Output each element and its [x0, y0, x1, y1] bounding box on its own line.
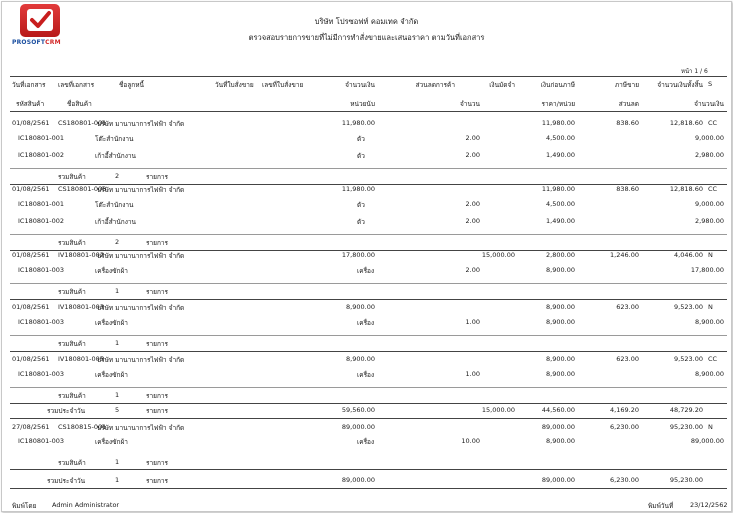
item-qty: 1.00	[465, 370, 480, 378]
summary-count: 1	[115, 458, 120, 466]
group-date: 01/08/2561	[12, 185, 50, 193]
header-doc-no: เลขที่เอกสาร	[58, 81, 95, 89]
summary-count: 2	[115, 238, 120, 246]
summary-count: 1	[115, 339, 120, 347]
daily-total-amount: 59,560.00	[341, 406, 375, 414]
item-amount: 2,980.00	[695, 151, 724, 159]
item-code: IC180801-003	[18, 266, 65, 274]
group-customer: บริษัท มานานาการไฟฟ้า จำกัด	[97, 356, 185, 364]
group-before-vat: 11,980.00	[541, 119, 575, 127]
group-vat: 838.60	[616, 185, 639, 193]
daily-total-before-vat: 44,560.00	[541, 406, 575, 414]
group-total: 4,046.00	[674, 251, 703, 259]
header-product-code: รหัสสินค้า	[16, 100, 45, 108]
item-code: IC180801-002	[18, 151, 65, 159]
item-name: เครื่องซักผ้า	[95, 267, 128, 275]
page-number: หน้า 1 / 6	[681, 68, 708, 75]
group-date: 01/08/2561	[12, 355, 50, 363]
item-unit: ตัว	[357, 218, 365, 226]
logo-text: PROSOFTCRM	[12, 39, 61, 46]
item-price: 8,900.00	[546, 437, 575, 445]
summary-label: รวมสินค้า	[58, 239, 86, 247]
header-status: S	[708, 80, 713, 88]
item-code: IC180801-002	[18, 217, 65, 225]
group-customer: บริษัท มานานาการไฟฟ้า จำกัด	[97, 120, 185, 128]
item-qty: 10.00	[461, 437, 480, 445]
group-amount: 89,000.00	[341, 423, 375, 431]
group-vat: 1,246.00	[610, 251, 639, 259]
group-total: 12,818.60	[669, 119, 703, 127]
item-unit: เครื่อง	[357, 267, 375, 275]
item-qty: 2.00	[465, 217, 480, 225]
group-customer: บริษัท มานานาการไฟฟ้า จำกัด	[97, 424, 185, 432]
item-name: เครื่องซักผ้า	[95, 438, 128, 446]
print-date: 23/12/2562	[690, 501, 728, 509]
item-amount: 8,900.00	[695, 318, 724, 326]
header-item-discount: ส่วนลด	[618, 100, 639, 108]
header-doc-date: วันที่เอกสาร	[12, 81, 46, 89]
item-qty: 2.00	[465, 134, 480, 142]
item-amount: 9,000.00	[695, 200, 724, 208]
row-divider	[10, 387, 727, 388]
group-customer: บริษัท มานานาการไฟฟ้า จำกัด	[97, 304, 185, 312]
header-so-no: เลขที่ใบสั่งขาย	[262, 81, 304, 89]
row-divider	[10, 418, 727, 419]
group-vat: 838.60	[616, 119, 639, 127]
group-date: 01/08/2561	[12, 251, 50, 259]
item-unit: ตัว	[357, 201, 365, 209]
group-vat: 6,230.00	[610, 423, 639, 431]
summary-unit: รายการ	[146, 288, 169, 296]
summary-unit: รายการ	[146, 459, 169, 467]
group-customer: บริษัท มานานาการไฟฟ้า จำกัด	[97, 186, 185, 194]
group-amount: 17,800.00	[341, 251, 375, 259]
daily-total-unit: รายการ	[146, 407, 169, 415]
header-amount: จำนวนเงิน	[345, 81, 375, 89]
daily-total-unit: รายการ	[146, 477, 169, 485]
group-date: 27/08/2561	[12, 423, 50, 431]
item-amount: 17,800.00	[690, 266, 724, 274]
printed-by-user: Admin Administrator	[52, 501, 120, 509]
summary-label: รวมสินค้า	[58, 173, 86, 181]
group-vat: 623.00	[616, 355, 639, 363]
item-amount: 89,000.00	[690, 437, 724, 445]
item-amount: 8,900.00	[695, 370, 724, 378]
item-name: โต๊ะสำนักงาน	[95, 135, 134, 143]
group-doc-no: CS180801-001	[58, 119, 107, 127]
group-amount: 11,980.00	[341, 185, 375, 193]
summary-label: รวมสินค้า	[58, 340, 86, 348]
daily-total-label: รวมประจำวัน	[47, 407, 86, 415]
header-deposit: เงินมัดจำ	[489, 81, 515, 89]
group-total: 95,230.00	[669, 423, 703, 431]
item-unit: เครื่อง	[357, 319, 375, 327]
item-price: 1,490.00	[546, 151, 575, 159]
item-price: 1,490.00	[546, 217, 575, 225]
group-status: N	[708, 303, 713, 311]
header-customer: ชื่อลูกหนี้	[119, 81, 144, 89]
item-price: 8,900.00	[546, 318, 575, 326]
item-unit: เครื่อง	[357, 438, 375, 446]
row-divider	[10, 351, 727, 352]
group-date: 01/08/2561	[12, 303, 50, 311]
row-divider	[10, 234, 727, 235]
group-doc-no: CS180801-003	[58, 185, 107, 193]
item-unit: เครื่อง	[357, 371, 375, 379]
group-doc-no: IV180801-002	[58, 251, 104, 259]
row-divider	[10, 335, 727, 336]
group-before-vat: 8,900.00	[546, 303, 575, 311]
item-unit: ตัว	[357, 152, 365, 160]
group-before-vat: 11,980.00	[541, 185, 575, 193]
item-price: 8,900.00	[546, 266, 575, 274]
header-discount: ส่วนลดการค้า	[415, 81, 455, 89]
group-status: N	[708, 251, 713, 259]
row-divider	[10, 403, 727, 404]
daily-total-count: 1	[115, 476, 120, 484]
item-qty: 2.00	[465, 151, 480, 159]
header-product-name: ชื่อสินค้า	[67, 100, 92, 108]
item-name: โต๊ะสำนักงาน	[95, 201, 134, 209]
summary-unit: รายการ	[146, 392, 169, 400]
daily-total-deposit: 15,000.00	[481, 406, 515, 414]
header-so-date: วันที่ใบสั่งขาย	[215, 81, 254, 89]
item-amount: 9,000.00	[695, 134, 724, 142]
row-divider	[10, 168, 727, 169]
header-before-vat: เงินก่อนภาษี	[540, 81, 575, 89]
group-amount: 8,900.00	[346, 355, 375, 363]
item-qty: 1.00	[465, 318, 480, 326]
item-price: 4,500.00	[546, 200, 575, 208]
header-total: จำนวนเงินทั้งสิ้น	[657, 81, 703, 89]
row-divider	[10, 299, 727, 300]
group-status: CC	[708, 355, 718, 363]
group-status: N	[708, 423, 713, 431]
summary-label: รวมสินค้า	[58, 459, 86, 467]
group-status: CC	[708, 185, 718, 193]
header-vat: ภาษีขาย	[614, 81, 639, 89]
item-code: IC180801-001	[18, 134, 65, 142]
summary-label: รวมสินค้า	[58, 288, 86, 296]
daily-total-count: 5	[115, 406, 120, 414]
item-unit: ตัว	[357, 135, 365, 143]
group-status: CC	[708, 119, 718, 127]
group-before-vat: 89,000.00	[541, 423, 575, 431]
report-title: ตรวจสอบรายการขายที่ไม่มีการทำสั่งขายและเสนอราคา ตามวันที่เอกสาร	[248, 33, 485, 42]
group-before-vat: 2,800.00	[546, 251, 575, 259]
summary-count: 1	[115, 391, 120, 399]
item-name: เครื่องซักผ้า	[95, 371, 128, 379]
item-qty: 2.00	[465, 266, 480, 274]
daily-total-vat: 6,230.00	[610, 476, 639, 484]
item-qty: 2.00	[465, 200, 480, 208]
group-customer: บริษัท มานานาการไฟฟ้า จำกัด	[97, 252, 185, 260]
item-price: 8,900.00	[546, 370, 575, 378]
group-before-vat: 8,900.00	[546, 355, 575, 363]
daily-total-total: 95,230.00	[669, 476, 703, 484]
group-doc-no: CS180815-001	[58, 423, 107, 431]
daily-total-label: รวมประจำวัน	[47, 477, 86, 485]
company-name: บริษัท โปรซอฟท์ คอมเทค จำกัด	[314, 17, 419, 26]
item-name: เก้าอี้สำนักงาน	[95, 218, 136, 226]
printed-by-label: พิมพ์โดย	[12, 502, 37, 510]
header-unit: หน่วยนับ	[350, 100, 375, 108]
group-total: 12,818.60	[669, 185, 703, 193]
item-code: IC180801-003	[18, 318, 65, 326]
group-amount: 8,900.00	[346, 303, 375, 311]
summary-unit: รายการ	[146, 173, 169, 181]
group-date: 01/08/2561	[12, 119, 50, 127]
group-deposit: 15,000.00	[481, 251, 515, 259]
summary-count: 2	[115, 172, 120, 180]
daily-total-total: 48,729.20	[669, 406, 703, 414]
item-name: เก้าอี้สำนักงาน	[95, 152, 136, 160]
header-qty: จำนวน	[460, 100, 480, 108]
header-item-amount: จำนวนเงิน	[694, 100, 724, 108]
daily-total-vat: 4,169.20	[610, 406, 639, 414]
header-price: ราคา/หน่วย	[541, 100, 575, 108]
item-code: IC180801-001	[18, 200, 65, 208]
group-doc-no: IV180801-003	[58, 303, 104, 311]
print-date-label: พิมพ์วันที่	[648, 502, 674, 510]
summary-count: 1	[115, 287, 120, 295]
group-doc-no: IV180801-005	[58, 355, 104, 363]
row-divider	[10, 469, 727, 470]
daily-total-amount: 89,000.00	[341, 476, 375, 484]
group-vat: 623.00	[616, 303, 639, 311]
header-bottom-rule	[10, 111, 727, 112]
summary-label: รวมสินค้า	[58, 392, 86, 400]
item-name: เครื่องซักผ้า	[95, 319, 128, 327]
item-code: IC180801-003	[18, 370, 65, 378]
group-total: 9,523.00	[674, 303, 703, 311]
daily-total-before-vat: 89,000.00	[541, 476, 575, 484]
header-top-rule	[10, 76, 727, 77]
summary-unit: รายการ	[146, 340, 169, 348]
item-code: IC180801-003	[18, 437, 65, 445]
row-divider	[10, 283, 727, 284]
group-total: 9,523.00	[674, 355, 703, 363]
item-price: 4,500.00	[546, 134, 575, 142]
row-divider	[10, 488, 727, 489]
group-amount: 11,980.00	[341, 119, 375, 127]
summary-unit: รายการ	[146, 239, 169, 247]
item-amount: 2,980.00	[695, 217, 724, 225]
